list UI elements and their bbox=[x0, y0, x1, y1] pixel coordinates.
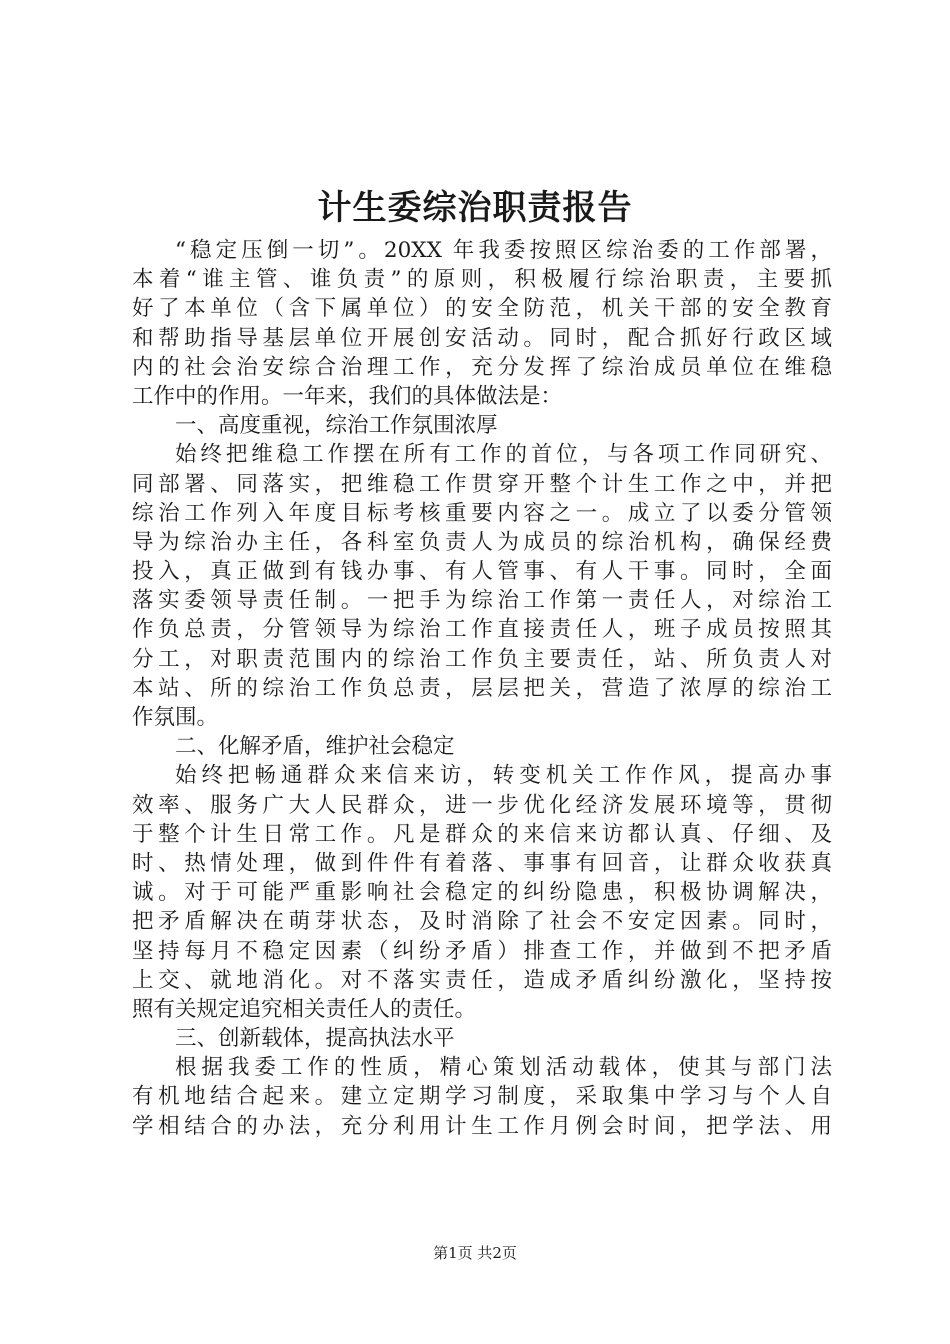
text-line: 投入，真正做到有钱办事、有人管事、有人干事。同时，全面 bbox=[132, 559, 832, 585]
text-line: 始终把畅通群众来信来访，转变机关工作作风，提高办事 bbox=[175, 763, 832, 789]
text-line: 本着“谁主管、谁负责”的原则，积极履行综治职责，主要抓 bbox=[132, 267, 832, 293]
document-body bbox=[132, 236, 832, 1141]
text-line: 同部署、同落实，把维稳工作贯穿开整个计生工作之中，并把 bbox=[132, 471, 832, 497]
text-line: 根据我委工作的性质，精心策划活动载体，使其与部门法 bbox=[175, 1055, 832, 1081]
text-line: “稳定压倒一切”。20XX 年我委按照区综治委的工作部署， bbox=[175, 238, 832, 263]
text-line: 内的社会治安综合治理工作，充分发挥了综治成员单位在维稳 bbox=[132, 354, 832, 380]
text-line: 作氛围。 bbox=[132, 705, 219, 730]
text-line: 照有关规定追究相关责任人的责任。 bbox=[132, 996, 477, 1022]
text-line: 于整个计生日常工作。凡是群众的来信来访都认真、仔细、及 bbox=[132, 821, 832, 847]
text-line: 好了本单位（含下属单位）的安全防范，机关干部的安全教育 bbox=[132, 296, 832, 322]
text-line: 坚持每月不稳定因素（纠纷矛盾）排查工作，并做到不把矛盾 bbox=[132, 938, 832, 964]
text-line: 工作中的作用。一年来，我们的具体做法是： bbox=[132, 383, 563, 409]
text-line: 落实委领导责任制。一把手为综治工作第一责任人，对综治工 bbox=[132, 588, 832, 614]
text-line: 学相结合的办法，充分利用计生工作月例会时间，把学法、用 bbox=[132, 1113, 832, 1139]
section-heading: 一、高度重视，综治工作氛围浓厚 bbox=[175, 413, 498, 439]
text-line: 把矛盾解决在萌芽状态，及时消除了社会不安定因素。同时， bbox=[132, 909, 832, 935]
text-line: 时、热情处理，做到件件有着落、事事有回音，让群众收获真 bbox=[132, 850, 832, 876]
text-line: 分工，对职责范围内的综治工作负主要责任，站、所负责人对 bbox=[132, 646, 832, 672]
document-title: 计生委综治职责报告 bbox=[317, 188, 633, 228]
section-heading: 二、化解矛盾，维护社会稳定 bbox=[175, 734, 455, 760]
text-line: 有机地结合起来。建立定期学习制度，采取集中学习与个人自 bbox=[132, 1084, 832, 1110]
text-line: 本站、所的综治工作负总责，层层把关，营造了浓厚的综治工 bbox=[132, 675, 832, 701]
text-line: 上交、就地消化。对不落实责任，造成矛盾纠纷激化，坚持按 bbox=[132, 967, 832, 993]
text-line: 综治工作列入年度目标考核重要内容之一。成立了以委分管领 bbox=[132, 500, 832, 526]
section-heading: 三、创新载体，提高执法水平 bbox=[175, 1026, 455, 1052]
text-line: 诚。对于可能严重影响社会稳定的纠纷隐患，积极协调解决， bbox=[132, 880, 832, 906]
page-footer: 第1页 共2页 bbox=[433, 1244, 517, 1262]
text-line: 始终把维稳工作摆在所有工作的首位，与各项工作同研究、 bbox=[175, 442, 832, 468]
text-line: 和帮助指导基层单位开展创安活动。同时，配合抓好行政区域 bbox=[132, 325, 832, 351]
text-line: 效率、服务广大人民群众，进一步优化经济发展环境等，贯彻 bbox=[132, 792, 832, 818]
text-line: 导为综治办主任，各科室负责人为成员的综治机构，确保经费 bbox=[132, 529, 832, 555]
text-line: 作负总责，分管领导为综治工作直接责任人，班子成员按照其 bbox=[132, 617, 832, 643]
